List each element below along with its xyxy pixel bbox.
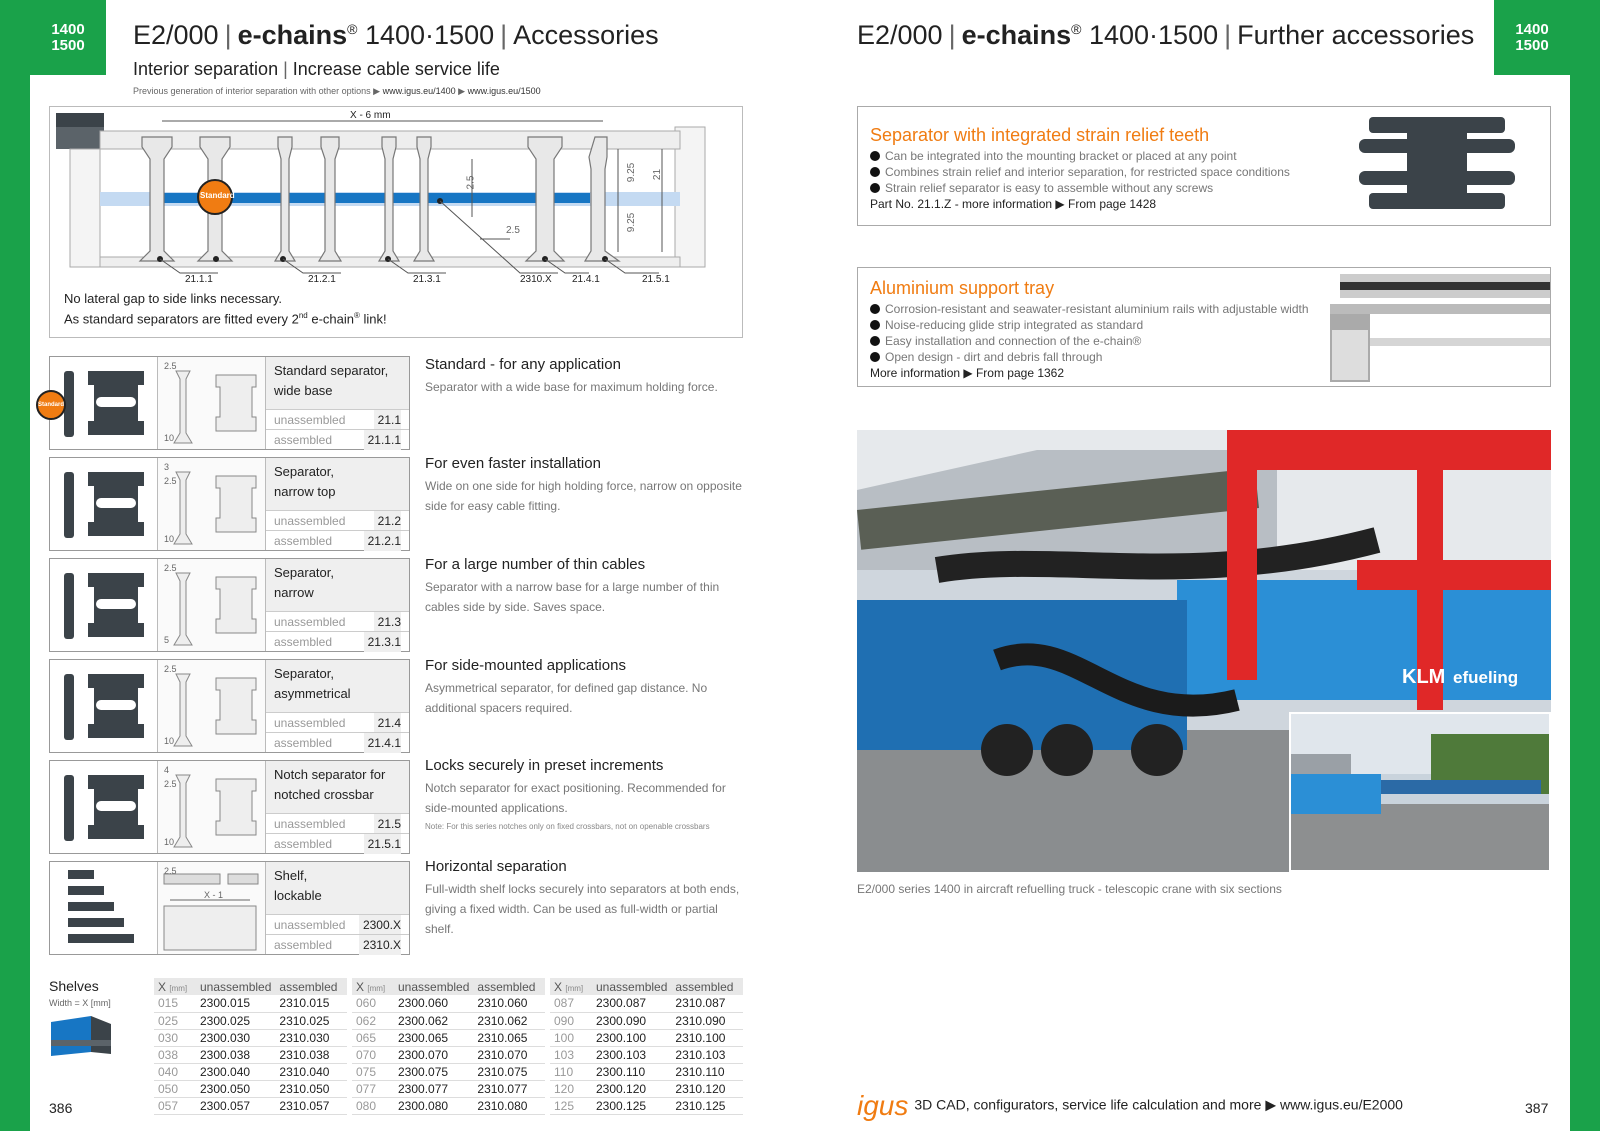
- shelf-stack-image: [50, 862, 158, 954]
- dim-label: 5: [164, 635, 170, 645]
- dim-label: 2.5: [465, 175, 477, 190]
- unassembled-row: unassembled 21.2: [266, 510, 409, 530]
- product-drawing-cell: [158, 458, 266, 550]
- unassembled-row: unassembled 21.5: [266, 813, 409, 833]
- description-title: For even faster installation: [425, 455, 601, 472]
- bullet: Strain relief separator is easy to assemble without any screws: [870, 180, 1538, 196]
- right-green-edge: [1570, 0, 1600, 1131]
- product-image-cell: [50, 458, 158, 550]
- product-row: [49, 861, 410, 955]
- product-info-cell: [266, 761, 409, 853]
- assembled-row: assembled 21.3.1: [266, 631, 409, 651]
- assembled-row: assembled 21.1.1: [266, 429, 409, 449]
- assembled-row: assembled 2310.X: [266, 934, 409, 954]
- left-subtitle: Interior separation | Increase cable service life: [133, 59, 500, 79]
- shelves-subtitle: Width = X [mm]: [49, 998, 111, 1008]
- product-row: [49, 558, 410, 652]
- table-row: 030 2300.030 2310.030: [154, 1029, 347, 1046]
- product-description: [425, 757, 745, 833]
- description-text: Wide on one side for high holding force, narrow on opposite side for easy cable fitting.: [425, 479, 742, 513]
- aluminium-support-tray-box: [857, 267, 1551, 387]
- width-dimension-label: X - 6 mm: [350, 110, 391, 121]
- product-row: [49, 659, 410, 753]
- product-drawing-cell: [158, 357, 266, 449]
- table-row: 103 2300.103 2310.103: [550, 1046, 743, 1063]
- part-number: 2300.X: [359, 915, 401, 935]
- description-text: Separator with a narrow base for a large number of thin cables side by side. Saves space.: [425, 580, 720, 614]
- table-row: 090 2300.090 2310.090: [550, 1012, 743, 1029]
- bullet: Corrosion-resistant and seawater-resistant aluminium rails with adjustable width: [870, 301, 1538, 317]
- separator-image: [50, 660, 158, 752]
- separator-image: [50, 458, 158, 550]
- dim-label: 21: [652, 168, 664, 181]
- standard-badge: Standard: [200, 191, 235, 200]
- part-number: 21.1.1: [364, 430, 401, 450]
- description-text: Full-width shelf locks securely into separators at both ends, giving a fixed width. Can be used as full-width or partial shelf.: [425, 882, 740, 936]
- bullet: Combines strain relief and interior separation, for restricted space conditions: [870, 164, 1538, 180]
- product-info-cell: [266, 559, 409, 651]
- dim-label: 10: [164, 534, 175, 544]
- dim-label: 2.5: [164, 779, 177, 789]
- dim-label: X - 1: [204, 890, 224, 900]
- table-row: 057 2300.057 2310.057: [154, 1097, 347, 1114]
- box-title: Separator with integrated strain relief teeth: [870, 125, 1210, 145]
- assembled-row: assembled 21.4.1: [266, 732, 409, 752]
- callout-label: 21.1.1: [185, 274, 213, 285]
- separator-image: [50, 761, 158, 853]
- left-page-title: E2/000 | e-chains® 1400·1500 | Accessories: [133, 20, 659, 50]
- part-number: 21.2.1: [364, 531, 401, 551]
- part-number: 21.3.1: [364, 632, 401, 652]
- assembled-row: assembled 21.5.1: [266, 833, 409, 853]
- table-row: 100 2300.100 2310.100: [550, 1029, 743, 1046]
- description-title: Standard - for any application: [425, 356, 621, 373]
- dim-label: 10: [164, 736, 175, 746]
- right-page-number: 387: [1525, 1100, 1549, 1116]
- table-row: 075 2300.075 2310.075: [352, 1063, 545, 1080]
- part-number: 21.1: [374, 410, 401, 430]
- product-description: [425, 455, 745, 516]
- bullet: Open design - dirt and debris fall through: [870, 349, 1538, 365]
- product-description: [425, 858, 745, 939]
- bullet: Easy installation and connection of the e-chain®: [870, 333, 1538, 349]
- igus-logo: igus: [857, 1090, 909, 1121]
- dim-label: 10: [164, 837, 175, 847]
- product-image-cell: [50, 761, 158, 853]
- description-note: Note: For this series notches only on fixed crossbars, not on openable crossbars: [425, 822, 710, 831]
- strain-relief-separator-box: [857, 106, 1551, 226]
- product-row: [49, 457, 410, 551]
- dim-label: 9.25: [626, 212, 638, 233]
- separator-image: [50, 357, 158, 449]
- diagram-caption-2: As standard separators are fitted every 2nd e-chain® link!: [64, 311, 387, 327]
- product-name: Shelf, lockable: [266, 862, 409, 914]
- dim-label: 3: [164, 462, 170, 472]
- table-row: 015 2300.015 2310.015: [154, 995, 347, 1012]
- table-row: 025 2300.025 2310.025: [154, 1012, 347, 1029]
- left-green-edge: [0, 0, 30, 1131]
- part-number: 21.4.1: [364, 733, 401, 753]
- table-row: 040 2300.040 2310.040: [154, 1063, 347, 1080]
- product-info-cell: [266, 660, 409, 752]
- part-number: 2310.X: [359, 935, 401, 955]
- separator-image: [50, 559, 158, 651]
- product-image-cell: [50, 660, 158, 752]
- product-drawing-cell: [158, 660, 266, 752]
- table-header: X [mm] unassembled assembled: [352, 978, 545, 995]
- dim-label: 2.5: [164, 664, 177, 674]
- part-number: 21.5: [374, 814, 401, 834]
- callout-label: 21.2.1: [308, 274, 336, 285]
- table-row: 077 2300.077 2310.077: [352, 1080, 545, 1097]
- product-name: Separator, narrow top: [266, 458, 409, 510]
- description-text: Notch separator for exact positioning. Recommended for side-mounted applications.: [425, 781, 726, 815]
- description-text: Separator with a wide base for maximum holding force.: [425, 380, 718, 394]
- part-number: 21.2: [374, 511, 401, 531]
- callout-label: 21.5.1: [642, 274, 670, 285]
- product-name: Separator, narrow: [266, 559, 409, 611]
- right-page-title: E2/000 | e-chains® 1400·1500 | Further accessories: [857, 20, 1475, 50]
- product-drawing-cell: [158, 559, 266, 651]
- product-image-cell: [50, 357, 158, 449]
- callout-label: 21.3.1: [413, 274, 441, 285]
- footer-link[interactable]: www.igus.eu/E2000: [1279, 1096, 1403, 1113]
- interior-separation-diagram: [49, 106, 743, 338]
- truck-lettering: efueling: [1453, 668, 1519, 687]
- left-page-number: 386: [49, 1100, 73, 1116]
- dim-label: 9.25: [626, 162, 638, 183]
- truck-inset-photo: [1289, 712, 1551, 872]
- product-drawing-cell: [158, 862, 266, 954]
- table-row: 120 2300.120 2310.120: [550, 1080, 743, 1097]
- bullet: Noise-reducing glide strip integrated as standard: [870, 317, 1538, 333]
- table-row: 080 2300.080 2310.080: [352, 1097, 545, 1114]
- product-info-cell: [266, 862, 409, 954]
- table-row: 038 2300.038 2310.038: [154, 1046, 347, 1063]
- table-row: 070 2300.070 2310.070: [352, 1046, 545, 1063]
- table-header: X [mm] unassembled assembled: [154, 978, 347, 995]
- description-text: Asymmetrical separator, for defined gap distance. No additional spacers required.: [425, 681, 708, 715]
- unassembled-row: unassembled 21.1: [266, 409, 409, 429]
- product-drawing-cell: [158, 761, 266, 853]
- product-description: [425, 556, 745, 617]
- dim-label: 10: [164, 433, 175, 443]
- table-row: 087 2300.087 2310.087: [550, 995, 743, 1012]
- part-number: 21.4: [374, 713, 401, 733]
- product-info-cell: [266, 458, 409, 550]
- shelves-table: [352, 978, 545, 1115]
- photo-caption: E2/000 series 1400 in aircraft refuelling truck - telescopic crane with six sections: [857, 882, 1282, 896]
- description-title: Locks securely in preset increments: [425, 757, 664, 774]
- product-info-cell: [266, 357, 409, 449]
- dim-label: 2.5: [506, 225, 520, 236]
- product-name: Standard separator, wide base: [266, 357, 409, 409]
- truck-lettering: KLM: [1402, 666, 1446, 688]
- callout-label: 21.4.1: [572, 274, 600, 285]
- part-number: 21.3: [374, 612, 401, 632]
- dim-label: 2.5: [164, 476, 177, 486]
- description-title: For a large number of thin cables: [425, 556, 646, 573]
- callout-label: 2310.X: [520, 274, 552, 285]
- dim-label: 2.5: [164, 563, 177, 573]
- box-reference[interactable]: More information ▶ From page 1362: [870, 366, 1065, 380]
- shelves-table: [550, 978, 743, 1115]
- separator-drawing: [158, 458, 266, 550]
- table-row: 110 2300.110 2310.110: [550, 1063, 743, 1080]
- bullet: Can be integrated into the mounting bracket or placed at any point: [870, 148, 1538, 164]
- diagram-caption-1: No lateral gap to side links necessary.: [64, 291, 282, 306]
- previous-generation-note: Previous generation of interior separation with other options ▶ www.igus.eu/1400 ▶ www.igus.eu/1500: [133, 86, 541, 96]
- aluminium-tray-image: [1330, 274, 1550, 382]
- description-title: For side-mounted applications: [425, 657, 626, 674]
- shelves-title: Shelves: [49, 978, 99, 994]
- shelves-table: [154, 978, 347, 1115]
- table-header: X [mm] unassembled assembled: [550, 978, 743, 995]
- unassembled-row: unassembled 2300.X: [266, 914, 409, 934]
- table-row: 060 2300.060 2310.060: [352, 995, 545, 1012]
- link-1400[interactable]: www.igus.eu/1400: [382, 86, 456, 96]
- table-row: 125 2300.125 2310.125: [550, 1097, 743, 1114]
- product-description: [425, 657, 745, 718]
- left-series-tab: 1400 1500: [30, 0, 106, 75]
- right-footer: igus 3D CAD, configurators, service life calculation and more ▶ www.igus.eu/E2000: [857, 1090, 1403, 1121]
- product-row: [49, 356, 410, 450]
- product-row: [49, 760, 410, 854]
- description-title: Horizontal separation: [425, 858, 567, 875]
- product-image-cell: [50, 862, 158, 954]
- shelf-image: [49, 1012, 115, 1058]
- dim-label: 2.5: [164, 361, 177, 371]
- strain-relief-separator-image: [1359, 109, 1515, 217]
- product-image-cell: [50, 559, 158, 651]
- unassembled-row: unassembled 21.3: [266, 611, 409, 631]
- table-row: 065 2300.065 2310.065: [352, 1029, 545, 1046]
- link-1500[interactable]: www.igus.eu/1500: [467, 86, 541, 96]
- table-row: 062 2300.062 2310.062: [352, 1012, 545, 1029]
- table-row: 050 2300.050 2310.050: [154, 1080, 347, 1097]
- part-number: 21.5.1: [364, 834, 401, 854]
- product-description: [425, 356, 745, 397]
- standard-badge: Standard: [36, 390, 66, 420]
- product-name: Separator, asymmetrical: [266, 660, 409, 712]
- product-name: Notch separator for notched crossbar: [266, 761, 409, 813]
- separator-drawing: [158, 761, 266, 853]
- assembled-row: assembled 21.2.1: [266, 530, 409, 550]
- right-series-tab: 1400 1500: [1494, 0, 1570, 75]
- dim-label: 2.5: [164, 866, 177, 876]
- box-title: Aluminium support tray: [870, 278, 1055, 298]
- box-reference[interactable]: Part No. 21.1.Z - more information ▶ From page 1428: [870, 197, 1157, 211]
- dim-label: 4: [164, 765, 170, 775]
- unassembled-row: unassembled 21.4: [266, 712, 409, 732]
